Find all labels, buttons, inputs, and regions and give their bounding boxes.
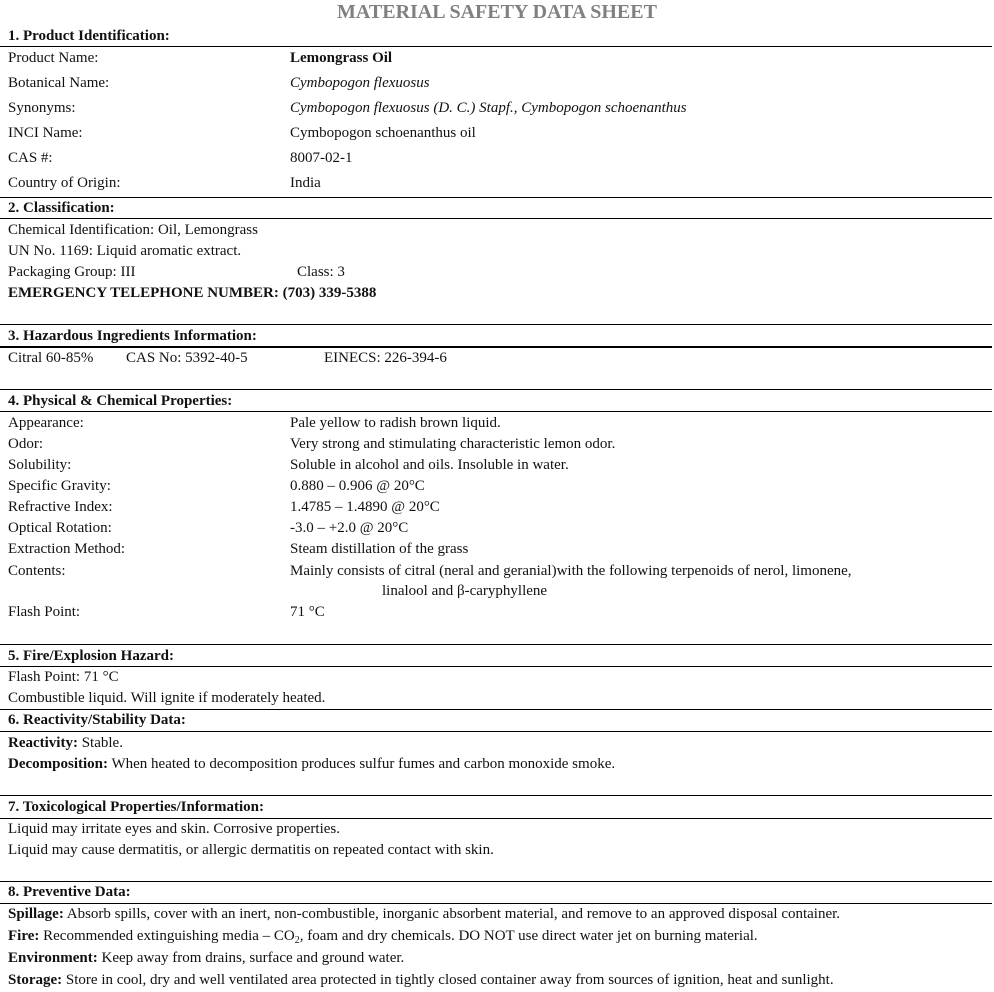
divider: [0, 411, 992, 412]
fire-flash-point: Flash Point: 71 °C: [8, 669, 119, 685]
solubility-value: Soluble in alcohol and oils. Insoluble in water.: [290, 457, 569, 473]
section-7-heading: 7. Toxicological Properties/Information:: [8, 799, 264, 815]
flash-point-value: 71 °C: [290, 604, 325, 620]
odor-value: Very strong and stimulating characteristic lemon odor.: [290, 436, 616, 452]
fire-text-b: , foam and dry chemicals. DO NOT use direct water jet on burning material.: [299, 928, 758, 944]
storage-line: [8, 970, 834, 990]
toxicology-line-1: Liquid may irritate eyes and skin. Corrosive properties.: [8, 821, 340, 837]
storage-text: Store in cool, dry and well ventilated area protected in tightly closed container away from sources of ignition, heat and sunlight.: [62, 972, 834, 988]
packaging-group: Packaging Group: III: [8, 264, 136, 280]
document-title: MATERIAL SAFETY DATA SHEET: [337, 1, 657, 23]
synonyms-label: Synonyms:: [8, 100, 76, 116]
botanical-name-value: Cymbopogon flexuosus: [290, 75, 430, 91]
inci-name-value: Cymbopogon schoenanthus oil: [290, 125, 476, 141]
section-6-heading: 6. Reactivity/Stability Data:: [8, 712, 186, 728]
country-label: Country of Origin:: [8, 175, 121, 191]
section-2-heading: 2. Classification:: [8, 200, 115, 216]
un-number: UN No. 1169: Liquid aromatic extract.: [8, 243, 242, 259]
botanical-name-label: Botanical Name:: [8, 75, 110, 91]
appearance-value: Pale yellow to radish brown liquid.: [290, 415, 501, 431]
spillage-label: Spillage:: [8, 906, 64, 922]
odor-label: Odor:: [8, 436, 43, 452]
section-3-heading: 3. Hazardous Ingredients Information:: [8, 328, 257, 344]
chemical-identification: Chemical Identification: Oil, Lemongrass: [8, 222, 258, 238]
environment-label: Environment:: [8, 950, 98, 966]
decomposition-label: Decomposition:: [8, 756, 108, 772]
extraction-method-label: Extraction Method:: [8, 541, 126, 557]
synonyms-value: Cymbopogon flexuosus (D. C.) Stapf., Cymbopogon schoenanthus: [290, 100, 687, 116]
extraction-method-value: Steam distillation of the grass: [290, 541, 469, 557]
fire-subscript: 2: [294, 935, 300, 946]
country-value: India: [290, 175, 321, 191]
section-4-heading: 4. Physical & Chemical Properties:: [8, 393, 233, 409]
ingredient-name: Citral 60-85%: [8, 350, 94, 366]
solubility-label: Solubility:: [8, 457, 72, 473]
ingredient-einecs: EINECS: 226-394-6: [324, 350, 447, 366]
reactivity-text: Stable.: [77, 735, 123, 751]
spillage-line: [8, 904, 840, 924]
spillage-text: Absorb spills, cover with an inert, non-combustible, inorganic absorbent material, and remove to an approved disposal container.: [63, 906, 841, 922]
divider: [0, 46, 992, 47]
divider: [0, 644, 992, 645]
fire-text-a: Recommended extinguishing media – CO: [39, 928, 295, 944]
flash-point-label: Flash Point:: [8, 604, 81, 620]
environment-line: [8, 948, 404, 968]
combustible-note: Combustible liquid. Will ignite if moderately heated.: [8, 690, 326, 706]
toxicology-line-2: Liquid may cause dermatitis, or allergic dermatitis on repeated contact with skin.: [8, 842, 494, 858]
appearance-label: Appearance:: [8, 415, 84, 431]
refractive-index-label: Refractive Index:: [8, 499, 113, 515]
divider: [0, 197, 992, 198]
contents-value: Mainly consists of citral (neral and geranial)with the following terpenoids of nerol, limonene,: [290, 563, 852, 579]
specific-gravity-label: Specific Gravity:: [8, 478, 111, 494]
inci-name-label: INCI Name:: [8, 125, 83, 141]
optical-rotation-label: Optical Rotation:: [8, 520, 112, 536]
cas-value: 8007-02-1: [290, 150, 353, 166]
section-1-heading: 1. Product Identification:: [8, 28, 170, 44]
cas-label: CAS #:: [8, 150, 53, 166]
fire-line: [8, 926, 758, 946]
divider: [0, 666, 992, 667]
divider: [0, 218, 992, 219]
divider: [0, 881, 992, 882]
storage-label: Storage:: [8, 972, 63, 988]
divider: [0, 324, 992, 325]
optical-rotation-value: -3.0 – +2.0 @ 20°C: [290, 520, 409, 536]
decomposition-line: [8, 754, 615, 774]
product-name-value: Lemongrass Oil: [290, 50, 393, 66]
environment-text: Keep away from drains, surface and ground water.: [97, 950, 405, 966]
specific-gravity-value: 0.880 – 0.906 @ 20°C: [290, 478, 425, 494]
hazard-class: Class: 3: [297, 264, 345, 280]
ingredient-cas: CAS No: 5392-40-5: [126, 350, 248, 366]
refractive-index-value: 1.4785 – 1.4890 @ 20°C: [290, 499, 440, 515]
divider: [0, 389, 992, 390]
reactivity-label: Reactivity:: [8, 735, 78, 751]
emergency-phone: EMERGENCY TELEPHONE NUMBER: (703) 339-5388: [8, 285, 377, 301]
section-5-heading: 5. Fire/Explosion Hazard:: [8, 648, 174, 664]
decomposition-text: When heated to decomposition produces sulfur fumes and carbon monoxide smoke.: [108, 756, 616, 772]
fire-label: Fire:: [8, 928, 40, 944]
divider: [0, 731, 992, 732]
section-8-heading: 8. Preventive Data:: [8, 884, 131, 900]
reactivity-line: [8, 733, 123, 753]
contents-value-continued: linalool and β-caryphyllene: [382, 583, 548, 599]
divider: [0, 795, 992, 796]
product-name-label: Product Name:: [8, 50, 99, 66]
contents-label: Contents:: [8, 563, 66, 579]
